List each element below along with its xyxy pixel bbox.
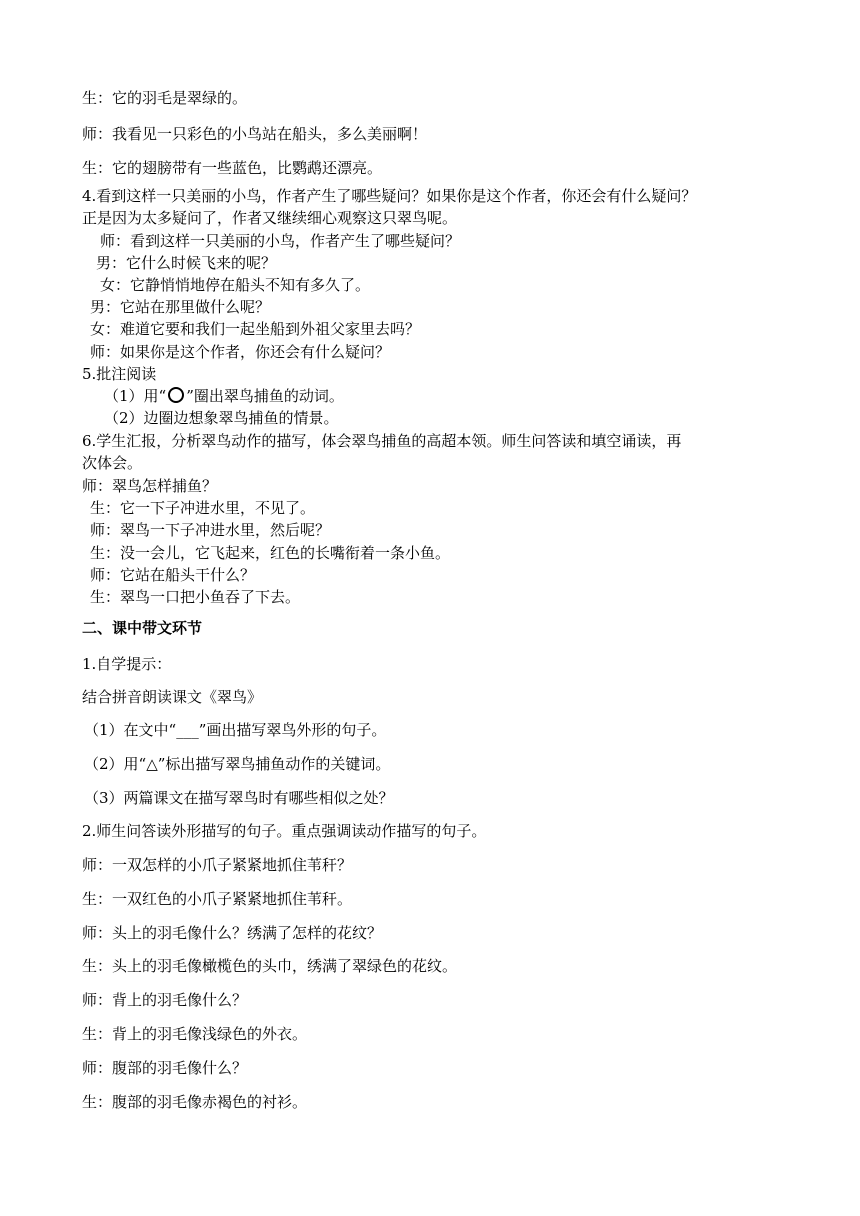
step-4-question-continued: 正是因为太多疑问了，作者又继续细心观察这只翠鸟呢。 <box>82 209 458 227</box>
dialogue-line: 生：腹部的羽毛像赤褐色的衬衫。 <box>82 1093 308 1111</box>
dialogue-line: 师：如果你是这个作者，你还会有什么疑问？ <box>90 343 391 361</box>
step-6-text: 6.学生汇报，分析翠鸟动作的描写，体会翠鸟捕鱼的高超本领。师生问答读和填空诵读，再 <box>82 432 682 450</box>
dialogue-line: 师：背上的羽毛像什么？ <box>82 991 248 1009</box>
instruction-text-start: （1）用“ <box>104 387 167 405</box>
annotation-instruction-2: （2）边圈边想象翠鸟捕鱼的情景。 <box>104 409 339 427</box>
dialogue-line: 师：翠鸟怎样捕鱼？ <box>82 477 218 495</box>
self-study-heading: 1.自学提示： <box>82 655 172 673</box>
dialogue-line: 女：难道它要和我们一起坐船到外祖父家里去吗？ <box>90 320 421 338</box>
step-4-question: 4.看到这样一只美丽的小鸟，作者产生了哪些疑问？如果你是这个作者，你还会有什么疑问？ <box>82 187 697 205</box>
section-heading: 二、课中带文环节 <box>82 619 203 637</box>
dialogue-line: 女：它静悄悄地停在船头不知有多久了。 <box>100 276 371 294</box>
dialogue-line: 生：背上的羽毛像浅绿色的外衣。 <box>82 1025 308 1043</box>
dialogue-line: 生：它一下子冲进水里，不见了。 <box>90 499 316 517</box>
dialogue-line: 生：一双红色的小爪子紧紧地抓住苇秆。 <box>82 890 353 908</box>
step-5-heading: 5.批注阅读 <box>82 365 157 383</box>
dialogue-line: 男：它站在那里做什么呢？ <box>90 298 271 316</box>
self-study-item: （3）两篇课文在描写翠鸟时有哪些相似之处？ <box>84 789 394 807</box>
self-study-item: （1）在文中“___”画出描写翠鸟外形的句子。 <box>84 721 387 739</box>
self-study-item: （2）用“△”标出描写翠鸟捕鱼动作的关键词。 <box>84 755 391 773</box>
dialogue-line: 师：翠鸟一下子冲进水里，然后呢？ <box>90 521 331 539</box>
dialogue-line: 师：腹部的羽毛像什么？ <box>82 1059 248 1077</box>
circle-icon <box>168 387 184 403</box>
dialogue-line: 生：头上的羽毛像橄榄色的头巾，绣满了翠绿色的花纹。 <box>82 957 458 975</box>
annotation-instruction-1 <box>104 386 344 406</box>
dialogue-line: 师：头上的羽毛像什么？绣满了怎样的花纹？ <box>82 924 383 942</box>
instruction-text-end: ”圈出翠鸟捕鱼的动词。 <box>186 387 344 405</box>
dialogue-line: 男：它什么时候飞来的呢？ <box>96 254 277 272</box>
dialogue-line: 生：翠鸟一口把小鱼吞了下去。 <box>90 588 301 606</box>
dialogue-line: 师：看到这样一只美丽的小鸟，作者产生了哪些疑问？ <box>100 232 461 250</box>
step-6-text-continued: 次体会。 <box>82 454 143 472</box>
step-2-text: 2.师生问答读外形描写的句子。重点强调读动作描写的句子。 <box>82 822 487 840</box>
dialogue-line: 生：没一会儿，它飞起来，红色的长嘴衔着一条小鱼。 <box>90 544 451 562</box>
dialogue-line: 师：一双怎样的小爪子紧紧地抓住苇秆？ <box>82 856 353 874</box>
dialogue-line: 师：我看见一只彩色的小鸟站在船头，多么美丽啊！ <box>82 125 428 143</box>
self-study-text: 结合拼音朗读课文《翠鸟》 <box>82 688 263 706</box>
dialogue-line: 师：它站在船头干什么？ <box>90 566 256 584</box>
dialogue-line: 生：它的羽毛是翠绿的。 <box>82 89 248 107</box>
dialogue-line: 生：它的翅膀带有一些蓝色，比鹦鹉还漂亮。 <box>82 159 383 177</box>
